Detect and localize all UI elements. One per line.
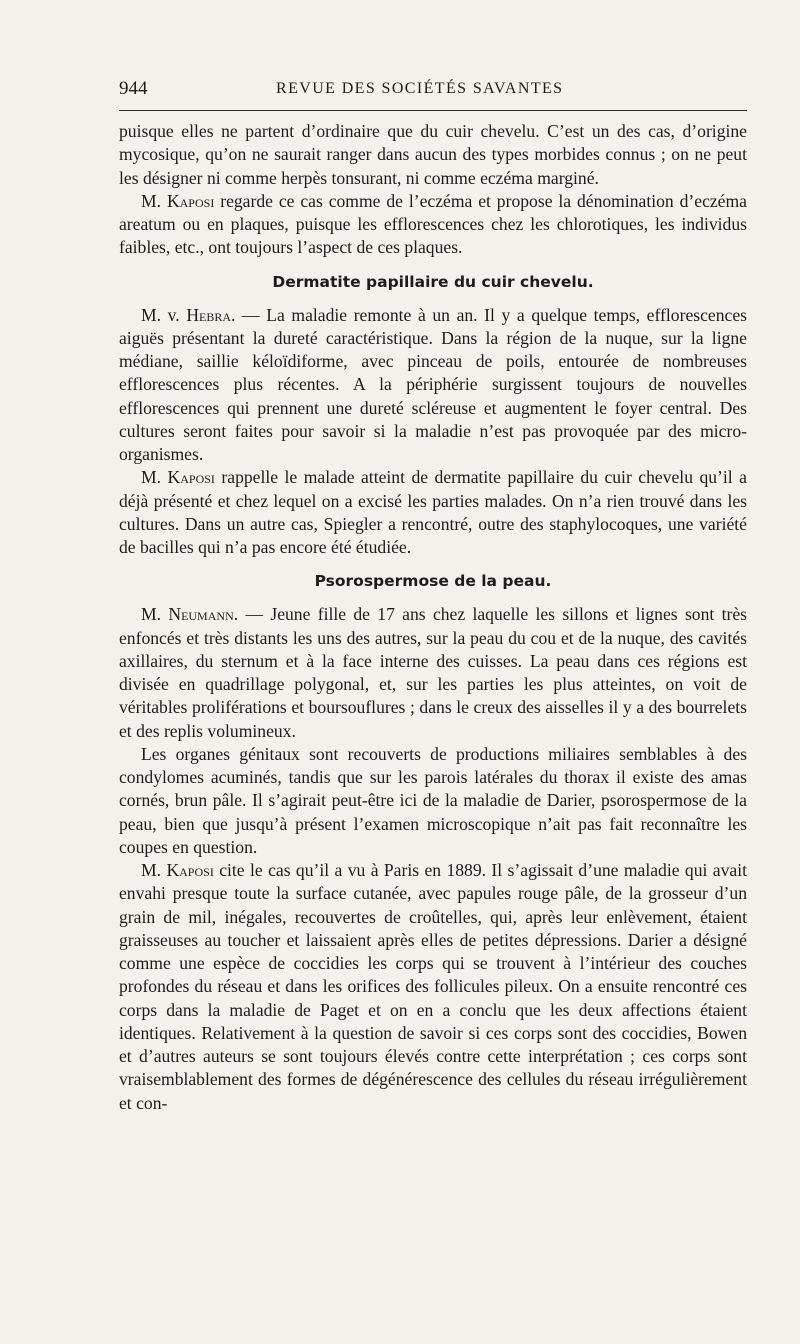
body-text — [119, 120, 747, 1115]
paragraph-text: cite le cas qu’il a vu à Paris en 1889. Il s’agissait d’une maladie qui avait envahi presque toute la surface cutanée, avec papules rouge pâle, de la grosseur d’un grain de mil, inégales, recouvertes de croûtelles, qui, après leur enlèvement, étaient graisseuses au toucher et laissaient après elles de petites dépressions. Darier a désigné comme une espèce de coccidies les corps qui se trouvent à l’intérieur des couches profondes du réseau et dans les orifices des follicules pileux. On a ensuite rencontré ces corps dans la maladie de Paget et on en a conclu que les deux affections étaient identiques. Relativement à la question de savoir si ces corps sont des coccidies, Bowen et d’autres auteurs se sont toujours élevés contre cette interprétation ; ces corps sont vraisemblablement des formes de dégénérescence des cellules du réseau irrégulièrement et con- — [119, 860, 747, 1113]
speaker-prefix: M. v. — [141, 304, 187, 325]
speaker-prefix: M. — [141, 190, 167, 211]
paragraph-hebra — [119, 304, 747, 467]
speaker-name: Neumann — [168, 604, 234, 625]
paragraph-text: regarde ce cas comme de l’eczéma et propose la dénomination d’eczéma areatum ou en plaques, puisque les efflorescences chez les chlorotiques, les individus faibles, etc., ont toujours l’aspect de ces plaques. — [119, 190, 747, 258]
page-number: 944 — [119, 78, 148, 99]
speaker-name: Kaposi — [167, 467, 215, 488]
paragraph-kaposi-eczema — [119, 190, 747, 260]
paragraph-text: rappelle le malade atteint de dermatite papillaire du cuir chevelu qu’il a déjà présenté et chez lequel on a excisé les parties malades. On n’a rien trouvé dans les cultures. Dans un autre cas, Spiegler a rencontré, outre des staphylocoques, une variété de bacilles qui n’a pas encore été étudiée. — [119, 467, 747, 557]
paragraph-text: . — Jeune fille de 17 ans chez laquelle les sillons et lignes sont très enfoncés et très distants les uns des autres, sur la peau du cou et de la nuque, des cavités axillaires, du sternum et à la face interne des cuisses. La peau dans ces régions est divisée en quadrillage polygonal, et, sur les parties les plus atteintes, on voit de véritables proliférations et boursouflures ; dans le creux des aisselles il y a des bourrelets et des replis volumineux. — [119, 604, 747, 741]
journal-title: REVUE DES SOCIÉTÉS SAVANTES — [276, 80, 564, 97]
running-head — [119, 74, 749, 104]
paragraph-continuation: puisque elles ne partent d’ordinaire que du cuir chevelu. C’est un des cas, d’origine mycosique, qu’on ne saurait ranger dans aucun des types morbides connus ; on ne peut les désigner ni comme herpès tonsurant, ni comme eczéma marginé. — [119, 121, 747, 188]
paragraph-neumann — [119, 603, 747, 743]
section-heading-psorospermose: Psorospermose de la peau. — [314, 572, 552, 591]
header-rule — [119, 110, 747, 111]
paragraph-kaposi-dermatite — [119, 466, 747, 559]
section-heading-dermatite: Dermatite papillaire du cuir chevelu. — [272, 272, 594, 291]
book-page — [119, 74, 749, 1113]
speaker-name: Hebra — [186, 304, 232, 325]
paragraph-kaposi-paris — [119, 859, 747, 1115]
speaker-prefix: M. — [141, 860, 167, 880]
speaker-name: Kaposi — [166, 860, 214, 880]
speaker-prefix: M. — [141, 604, 169, 625]
speaker-prefix: M. — [141, 467, 168, 488]
paragraph-organes: Les organes génitaux sont recouverts de productions miliaires semblables à des condylomes acuminés, tandis que sur les parois latérales du thorax il existe des amas cornés, brun pâle. Il s’agirait peut-être ici de la maladie de Darier, psorospermose de la peau, bien que jusqu’à présent l’examen microscopique n’ait pas fait reconnaître les coupes en question. — [119, 743, 747, 857]
speaker-name: Kaposi — [166, 190, 215, 211]
paragraph-text: . — La maladie remonte à un an. Il y a quelque temps, efflorescences aiguës présentant la dureté caractéristique. Dans la région de la nuque, sur la ligne médiane, saillie kéloïdiforme, avec pinceau de poils, entourée de nombreuses efflorescences plus récentes. A la périphérie surgissent toujours de nouvelles efflorescences qui prennent une dureté scléreuse et augmentent le foyer central. Des cultures seront faites pour savoir si la maladie n’est pas provoquée par des micro-organismes. — [119, 304, 747, 464]
